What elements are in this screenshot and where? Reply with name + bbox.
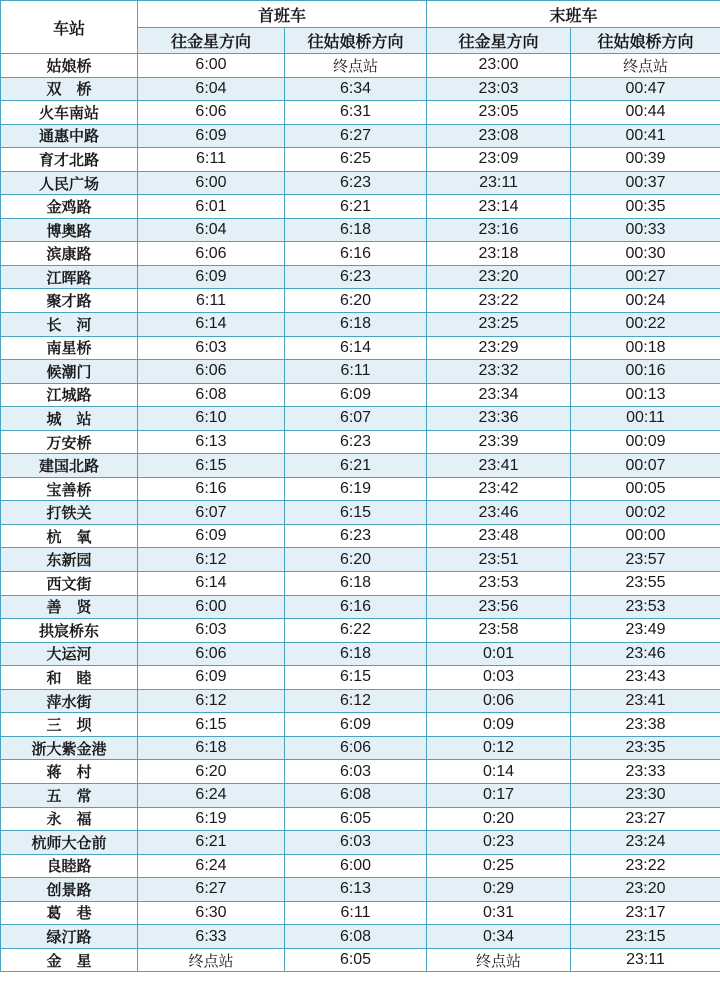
first-train-guniangqiao-cell: 6:11 [285, 901, 427, 925]
first-train-guniangqiao-cell: 6:05 [285, 948, 427, 972]
last-train-guniangqiao-cell: 00:27 [571, 265, 720, 289]
station-name-cell: 拱宸桥东 [1, 619, 138, 643]
table-row [1, 783, 720, 807]
last-train-jinxing-cell: 23:11 [427, 171, 571, 195]
table-row [1, 101, 720, 125]
last-train-jinxing-cell: 23:42 [427, 477, 571, 501]
table-row [1, 901, 720, 925]
station-name-cell: 五 常 [1, 783, 138, 807]
table-row [1, 289, 720, 313]
station-name-cell: 善 贤 [1, 595, 138, 619]
station-name-cell: 杭 氧 [1, 524, 138, 548]
last-train-guniangqiao-cell: 00:07 [571, 454, 720, 478]
station-name-cell: 三 坝 [1, 713, 138, 737]
station-name-cell: 金鸡路 [1, 195, 138, 219]
last-train-guniangqiao-cell: 23:24 [571, 831, 720, 855]
station-name-cell: 绿汀路 [1, 925, 138, 949]
first-train-jinxing-cell: 6:11 [138, 148, 285, 172]
first-train-guniangqiao-cell: 6:15 [285, 666, 427, 690]
first-train-guniangqiao-cell: 6:23 [285, 171, 427, 195]
first-train-jinxing-cell: 6:15 [138, 713, 285, 737]
first-train-guniangqiao-cell: 6:19 [285, 477, 427, 501]
station-name-cell: 通惠中路 [1, 124, 138, 148]
last-train-guniangqiao-cell: 00:09 [571, 430, 720, 454]
first-train-guniangqiao-cell: 6:23 [285, 430, 427, 454]
first-train-jinxing-cell: 6:01 [138, 195, 285, 219]
last-train-guniangqiao-cell: 23:33 [571, 760, 720, 784]
first-train-jinxing-cell: 6:14 [138, 313, 285, 337]
table-row [1, 572, 720, 596]
table-row [1, 666, 720, 690]
table-row [1, 407, 720, 431]
last-train-jinxing-cell: 23:32 [427, 360, 571, 384]
last-train-jinxing-cell: 终点站 [427, 948, 571, 972]
first-train-jinxing-cell: 终点站 [138, 948, 285, 972]
table-row [1, 760, 720, 784]
station-name-cell: 宝善桥 [1, 477, 138, 501]
table-row [1, 689, 720, 713]
first-train-guniangqiao-cell: 6:23 [285, 265, 427, 289]
first-train-guniangqiao-cell: 6:16 [285, 242, 427, 266]
station-name-cell: 聚才路 [1, 289, 138, 313]
first-train-guniangqiao-cell: 6:07 [285, 407, 427, 431]
station-name-cell: 城 站 [1, 407, 138, 431]
header-row-groups [1, 1, 720, 28]
first-train-jinxing-cell: 6:30 [138, 901, 285, 925]
last-train-jinxing-cell: 23:53 [427, 572, 571, 596]
last-train-guniangqiao-cell: 00:47 [571, 77, 720, 101]
last-train-guniangqiao-cell: 00:24 [571, 289, 720, 313]
station-name-cell: 和 睦 [1, 666, 138, 690]
table-row [1, 313, 720, 337]
last-train-jinxing-cell: 0:06 [427, 689, 571, 713]
first-train-guniangqiao-cell: 6:21 [285, 195, 427, 219]
last-train-guniangqiao-cell: 00:02 [571, 501, 720, 525]
last-train-jinxing-cell: 23:29 [427, 336, 571, 360]
last-train-jinxing-cell: 23:22 [427, 289, 571, 313]
station-name-cell: 人民广场 [1, 171, 138, 195]
station-name-cell: 滨康路 [1, 242, 138, 266]
table-row [1, 77, 720, 101]
station-name-cell: 江城路 [1, 383, 138, 407]
first-train-guniangqiao-cell: 6:18 [285, 642, 427, 666]
table-row [1, 619, 720, 643]
last-train-jinxing-cell: 0:29 [427, 878, 571, 902]
station-name-cell: 良睦路 [1, 854, 138, 878]
table-row [1, 477, 720, 501]
last-train-jinxing-cell: 23:36 [427, 407, 571, 431]
station-name-cell: 萍水街 [1, 689, 138, 713]
station-name-cell: 浙大紫金港 [1, 736, 138, 760]
station-name-cell: 育才北路 [1, 148, 138, 172]
first-train-jinxing-cell: 6:09 [138, 124, 285, 148]
table-row [1, 948, 720, 972]
timetable-header [1, 1, 720, 54]
station-name-cell: 大运河 [1, 642, 138, 666]
table-row [1, 148, 720, 172]
timetable-body [1, 54, 720, 972]
first-train-jinxing-cell: 6:00 [138, 171, 285, 195]
first-train-jinxing-cell: 6:00 [138, 595, 285, 619]
first-train-guniangqiao-cell: 终点站 [285, 54, 427, 78]
station-name-cell: 建国北路 [1, 454, 138, 478]
last-train-guniangqiao-cell: 00:37 [571, 171, 720, 195]
first-train-jinxing-cell: 6:04 [138, 77, 285, 101]
first-train-jinxing-cell: 6:07 [138, 501, 285, 525]
last-train-header: 末班车 [427, 1, 720, 28]
last-train-jinxing-cell: 0:23 [427, 831, 571, 855]
last-train-guniangqiao-cell: 23:43 [571, 666, 720, 690]
last-train-jinxing-cell: 0:31 [427, 901, 571, 925]
last-train-jinxing-cell: 23:09 [427, 148, 571, 172]
station-name-cell: 杭师大仓前 [1, 831, 138, 855]
first-train-jinxing-cell: 6:12 [138, 548, 285, 572]
table-row [1, 878, 720, 902]
table-row [1, 242, 720, 266]
table-row [1, 430, 720, 454]
first-train-guniangqiao-cell: 6:08 [285, 783, 427, 807]
first-train-jinxing-cell: 6:18 [138, 736, 285, 760]
first-train-jinxing-cell: 6:09 [138, 666, 285, 690]
station-name-cell: 打铁关 [1, 501, 138, 525]
station-name-cell: 姑娘桥 [1, 54, 138, 78]
station-name-cell: 候潮门 [1, 360, 138, 384]
station-column-header: 车站 [1, 1, 138, 54]
first-train-jinxing-cell: 6:09 [138, 524, 285, 548]
table-row [1, 265, 720, 289]
first-train-guniangqiao-cell: 6:11 [285, 360, 427, 384]
table-row [1, 713, 720, 737]
table-row [1, 124, 720, 148]
table-row [1, 642, 720, 666]
last-train-jinxing-cell: 23:25 [427, 313, 571, 337]
station-name-cell: 火车南站 [1, 101, 138, 125]
last-train-guniangqiao-cell: 23:30 [571, 783, 720, 807]
last-train-guniangqiao-cell: 23:35 [571, 736, 720, 760]
last-train-jinxing-cell: 23:18 [427, 242, 571, 266]
first-train-guniangqiao-cell: 6:08 [285, 925, 427, 949]
first-train-dir-jinxing-header: 往金星方向 [138, 28, 285, 54]
first-train-guniangqiao-cell: 6:22 [285, 619, 427, 643]
first-train-jinxing-cell: 6:15 [138, 454, 285, 478]
first-train-jinxing-cell: 6:24 [138, 854, 285, 878]
last-train-guniangqiao-cell: 00:44 [571, 101, 720, 125]
last-train-guniangqiao-cell: 00:18 [571, 336, 720, 360]
first-train-guniangqiao-cell: 6:18 [285, 572, 427, 596]
last-train-jinxing-cell: 23:14 [427, 195, 571, 219]
table-row [1, 548, 720, 572]
first-train-jinxing-cell: 6:19 [138, 807, 285, 831]
last-train-guniangqiao-cell: 00:13 [571, 383, 720, 407]
table-row [1, 524, 720, 548]
last-train-jinxing-cell: 0:12 [427, 736, 571, 760]
last-train-jinxing-cell: 23:46 [427, 501, 571, 525]
first-train-jinxing-cell: 6:27 [138, 878, 285, 902]
first-train-guniangqiao-cell: 6:25 [285, 148, 427, 172]
first-train-jinxing-cell: 6:00 [138, 54, 285, 78]
first-train-jinxing-cell: 6:16 [138, 477, 285, 501]
first-train-jinxing-cell: 6:24 [138, 783, 285, 807]
table-row [1, 171, 720, 195]
first-train-guniangqiao-cell: 6:27 [285, 124, 427, 148]
last-train-guniangqiao-cell: 00:39 [571, 148, 720, 172]
first-train-guniangqiao-cell: 6:00 [285, 854, 427, 878]
last-train-jinxing-cell: 0:14 [427, 760, 571, 784]
last-train-jinxing-cell: 23:03 [427, 77, 571, 101]
table-row [1, 925, 720, 949]
table-row [1, 854, 720, 878]
first-train-guniangqiao-cell: 6:12 [285, 689, 427, 713]
last-train-guniangqiao-cell: 00:35 [571, 195, 720, 219]
first-train-guniangqiao-cell: 6:06 [285, 736, 427, 760]
table-row [1, 501, 720, 525]
first-train-jinxing-cell: 6:06 [138, 242, 285, 266]
last-train-guniangqiao-cell: 23:20 [571, 878, 720, 902]
last-train-guniangqiao-cell: 23:57 [571, 548, 720, 572]
station-name-cell: 金 星 [1, 948, 138, 972]
last-train-jinxing-cell: 0:25 [427, 854, 571, 878]
first-train-jinxing-cell: 6:04 [138, 218, 285, 242]
first-train-jinxing-cell: 6:06 [138, 360, 285, 384]
table-row [1, 454, 720, 478]
first-train-guniangqiao-cell: 6:34 [285, 77, 427, 101]
table-row [1, 218, 720, 242]
first-train-guniangqiao-cell: 6:15 [285, 501, 427, 525]
first-train-dir-guniangqiao-header: 往姑娘桥方向 [285, 28, 427, 54]
last-train-guniangqiao-cell: 00:33 [571, 218, 720, 242]
table-row [1, 336, 720, 360]
last-train-jinxing-cell: 0:09 [427, 713, 571, 737]
last-train-dir-guniangqiao-header: 往姑娘桥方向 [571, 28, 720, 54]
last-train-guniangqiao-cell: 00:30 [571, 242, 720, 266]
last-train-guniangqiao-cell: 00:05 [571, 477, 720, 501]
first-train-jinxing-cell: 6:13 [138, 430, 285, 454]
station-name-cell: 葛 巷 [1, 901, 138, 925]
last-train-guniangqiao-cell: 23:27 [571, 807, 720, 831]
last-train-jinxing-cell: 23:08 [427, 124, 571, 148]
last-train-jinxing-cell: 23:00 [427, 54, 571, 78]
first-train-guniangqiao-cell: 6:03 [285, 831, 427, 855]
last-train-guniangqiao-cell: 00:41 [571, 124, 720, 148]
first-train-guniangqiao-cell: 6:31 [285, 101, 427, 125]
first-train-guniangqiao-cell: 6:14 [285, 336, 427, 360]
last-train-guniangqiao-cell: 23:46 [571, 642, 720, 666]
station-name-cell: 创景路 [1, 878, 138, 902]
first-train-jinxing-cell: 6:10 [138, 407, 285, 431]
station-name-cell: 西文街 [1, 572, 138, 596]
last-train-jinxing-cell: 23:51 [427, 548, 571, 572]
first-train-guniangqiao-cell: 6:03 [285, 760, 427, 784]
last-train-jinxing-cell: 0:34 [427, 925, 571, 949]
first-train-guniangqiao-cell: 6:09 [285, 713, 427, 737]
station-name-cell: 永 福 [1, 807, 138, 831]
first-train-jinxing-cell: 6:33 [138, 925, 285, 949]
first-train-guniangqiao-cell: 6:05 [285, 807, 427, 831]
last-train-guniangqiao-cell: 23:41 [571, 689, 720, 713]
last-train-jinxing-cell: 23:56 [427, 595, 571, 619]
last-train-jinxing-cell: 23:58 [427, 619, 571, 643]
last-train-guniangqiao-cell: 23:53 [571, 595, 720, 619]
first-train-guniangqiao-cell: 6:16 [285, 595, 427, 619]
first-train-jinxing-cell: 6:12 [138, 689, 285, 713]
station-name-cell: 东新园 [1, 548, 138, 572]
table-row [1, 54, 720, 78]
station-name-cell: 长 河 [1, 313, 138, 337]
last-train-guniangqiao-cell: 23:22 [571, 854, 720, 878]
last-train-jinxing-cell: 0:20 [427, 807, 571, 831]
station-name-cell: 双 桥 [1, 77, 138, 101]
first-train-header: 首班车 [138, 1, 427, 28]
first-train-jinxing-cell: 6:06 [138, 101, 285, 125]
last-train-jinxing-cell: 23:16 [427, 218, 571, 242]
table-row [1, 383, 720, 407]
first-train-jinxing-cell: 6:21 [138, 831, 285, 855]
last-train-jinxing-cell: 0:03 [427, 666, 571, 690]
last-train-guniangqiao-cell: 23:38 [571, 713, 720, 737]
table-row [1, 831, 720, 855]
first-train-jinxing-cell: 6:14 [138, 572, 285, 596]
station-name-cell: 博奥路 [1, 218, 138, 242]
station-name-cell: 南星桥 [1, 336, 138, 360]
first-train-jinxing-cell: 6:03 [138, 336, 285, 360]
last-train-guniangqiao-cell: 23:55 [571, 572, 720, 596]
last-train-guniangqiao-cell: 23:15 [571, 925, 720, 949]
table-row [1, 736, 720, 760]
last-train-jinxing-cell: 23:20 [427, 265, 571, 289]
last-train-jinxing-cell: 23:39 [427, 430, 571, 454]
first-train-guniangqiao-cell: 6:18 [285, 313, 427, 337]
last-train-jinxing-cell: 23:05 [427, 101, 571, 125]
last-train-dir-jinxing-header: 往金星方向 [427, 28, 571, 54]
first-train-guniangqiao-cell: 6:20 [285, 548, 427, 572]
table-row [1, 595, 720, 619]
last-train-guniangqiao-cell: 终点站 [571, 54, 720, 78]
first-train-guniangqiao-cell: 6:23 [285, 524, 427, 548]
last-train-guniangqiao-cell: 00:11 [571, 407, 720, 431]
first-train-jinxing-cell: 6:08 [138, 383, 285, 407]
last-train-guniangqiao-cell: 23:49 [571, 619, 720, 643]
table-row [1, 195, 720, 219]
last-train-jinxing-cell: 23:34 [427, 383, 571, 407]
first-train-guniangqiao-cell: 6:21 [285, 454, 427, 478]
last-train-guniangqiao-cell: 23:17 [571, 901, 720, 925]
station-name-cell: 江晖路 [1, 265, 138, 289]
first-train-guniangqiao-cell: 6:13 [285, 878, 427, 902]
last-train-jinxing-cell: 0:17 [427, 783, 571, 807]
station-name-cell: 蒋 村 [1, 760, 138, 784]
last-train-jinxing-cell: 0:01 [427, 642, 571, 666]
last-train-guniangqiao-cell: 00:16 [571, 360, 720, 384]
table-row [1, 360, 720, 384]
table-row [1, 807, 720, 831]
last-train-guniangqiao-cell: 00:00 [571, 524, 720, 548]
first-train-guniangqiao-cell: 6:09 [285, 383, 427, 407]
first-train-guniangqiao-cell: 6:18 [285, 218, 427, 242]
first-train-jinxing-cell: 6:06 [138, 642, 285, 666]
last-train-jinxing-cell: 23:41 [427, 454, 571, 478]
first-train-guniangqiao-cell: 6:20 [285, 289, 427, 313]
first-train-jinxing-cell: 6:20 [138, 760, 285, 784]
first-train-jinxing-cell: 6:11 [138, 289, 285, 313]
last-train-guniangqiao-cell: 23:11 [571, 948, 720, 972]
first-train-jinxing-cell: 6:03 [138, 619, 285, 643]
last-train-guniangqiao-cell: 00:22 [571, 313, 720, 337]
station-name-cell: 万安桥 [1, 430, 138, 454]
first-train-jinxing-cell: 6:09 [138, 265, 285, 289]
last-train-jinxing-cell: 23:48 [427, 524, 571, 548]
